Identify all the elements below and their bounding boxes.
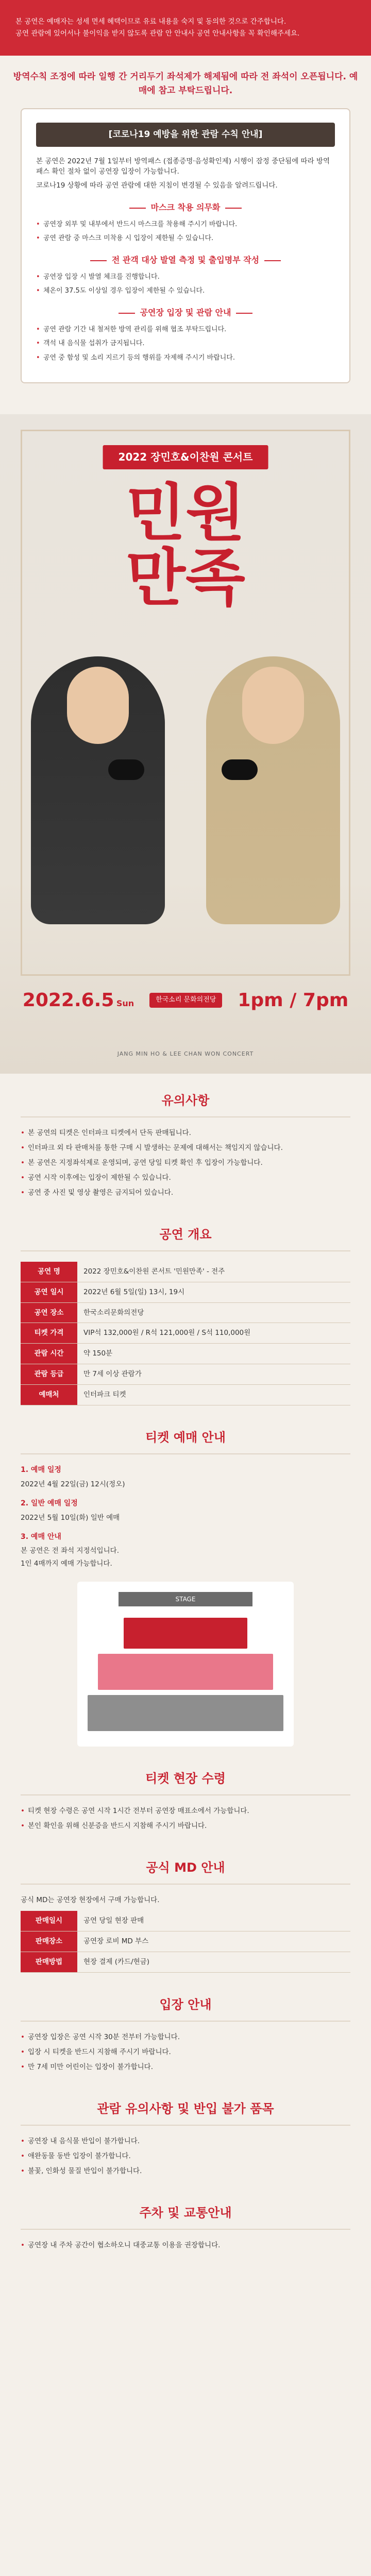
notes-item: • 인터파크 외 타 판매처를 통한 구매 시 발생하는 문제에 대해서는 책임지지 않습니다. — [21, 1143, 350, 1154]
poster-day: Sun — [116, 998, 134, 1008]
table-key: 판매장소 — [21, 1931, 77, 1952]
covid-list — [36, 272, 335, 296]
seat-map — [77, 1582, 294, 1747]
after-item: • 애완동물 동반 입장이 불가합니다. — [21, 2151, 350, 2162]
poster-info — [0, 986, 371, 1015]
covid-section-title: 공연장 입장 및 관람 안내 — [140, 308, 231, 318]
covid-list-item: • 객석 내 음식물 섭취가 금지됩니다. — [36, 338, 335, 349]
table-row — [21, 1911, 350, 1931]
heading-line — [119, 313, 135, 314]
table-row — [21, 1364, 350, 1385]
notes-item: • 공연 중 사진 및 영상 촬영은 금지되어 있습니다. — [21, 1188, 350, 1198]
parking-section — [21, 2186, 350, 2260]
covid-section-heading — [36, 201, 335, 214]
notes-list — [21, 1128, 350, 1198]
covid-intro-text: 본 공연은 2022년 7월 1일부터 방역패스 (접종증명·음성확인제) 시행이 잠정 중단됨에 따라 방역패스 확인 절차 없이 공연장 입장이 가능합니다. — [36, 157, 330, 176]
table-value: 한국소리문화의전당 — [77, 1302, 350, 1323]
table-row — [21, 1344, 350, 1364]
table-key: 판매방법 — [21, 1952, 77, 1973]
covid-list-item: • 공연장 외부 및 내부에서 반드시 마스크를 착용해 주시기 바랍니다. — [36, 219, 335, 230]
table-key: 관람 시간 — [21, 1344, 77, 1364]
after-title: 관람 유의사항 및 반입 불가 품목 — [21, 2099, 350, 2126]
performer-face — [67, 667, 129, 744]
table-row — [21, 1323, 350, 1344]
covid-section-title: 전 관객 대상 발열 측정 및 출입명부 작성 — [111, 255, 260, 265]
phone-icon — [222, 759, 258, 780]
ticket-text: 1인 4매까지 예매 가능합니다. — [21, 1560, 112, 1568]
table-row — [21, 1282, 350, 1302]
table-key: 판매일시 — [21, 1911, 77, 1931]
table-row — [21, 1952, 350, 1973]
poster-title — [0, 477, 371, 614]
table-value: 2022년 6월 5일(일) 13시, 19시 — [77, 1282, 350, 1302]
table-value: 공연 당일 현장 판매 — [77, 1911, 350, 1931]
seat-block-s — [88, 1695, 283, 1731]
covid-list-item: • 공연 관람 기간 내 철저한 방역 관리를 위해 협조 부탁드립니다. — [36, 325, 335, 335]
md-section — [21, 1841, 350, 1978]
covid-intro-text: 코로나19 상황에 따라 공연 관람에 대한 지침이 변경될 수 있음을 알려드립니다. — [36, 181, 278, 190]
phone-icon — [108, 759, 144, 780]
table-value: 공연장 로비 MD 부스 — [77, 1931, 350, 1952]
onsite-section — [21, 1752, 350, 1841]
mask-intro: 방역수칙 조정에 따라 일행 간 거리두기 좌석제가 해제됨에 따라 전 좌석이 오픈됩니다. 예매에 참고 부탁드립니다. — [13, 71, 358, 96]
covid-intro — [36, 156, 335, 192]
top-notice — [0, 0, 371, 56]
onsite-list — [21, 1806, 350, 1832]
onsite-item: • 본인 확인을 위해 신분증을 반드시 지참해 주시기 바랍니다. — [21, 1821, 350, 1832]
md-intro: 공식 MD는 공연장 현장에서 구매 가능합니다. — [21, 1896, 160, 1905]
covid-list — [36, 219, 335, 244]
md-table — [21, 1911, 350, 1973]
poster-venue: 한국소리 문화의전당 — [149, 993, 222, 1008]
covid-section-title: 마스크 착용 의무화 — [150, 202, 221, 213]
table-row — [21, 1302, 350, 1323]
after-item: • 불꽃, 인화성 물질 반입이 불가합니다. — [21, 2166, 350, 2177]
after-item: • 공연장 내 음식물 반입이 불가합니다. — [21, 2136, 350, 2147]
entry-section — [21, 1978, 350, 2082]
md-title: 공식 MD 안내 — [21, 1858, 350, 1885]
covid-section-heading — [36, 254, 335, 267]
top-notice-line: 공연 관람에 있어서나 불이익을 받지 않도록 관람 안 안내사 공연 안내사항을 꼭 확인해주세요. — [15, 29, 300, 38]
table-key: 티켓 가격 — [21, 1323, 77, 1344]
perf-info-title: 공연 개요 — [21, 1225, 350, 1251]
performer-face — [242, 667, 304, 744]
notes-item: • 본 공연은 지정좌석제로 운영되며, 공연 당일 티켓 확인 후 입장이 가능합니다. — [21, 1158, 350, 1168]
table-value: 약 150분 — [77, 1344, 350, 1364]
entry-item: • 만 7세 미만 어린이는 입장이 불가합니다. — [21, 2062, 350, 2073]
onsite-title: 티켓 현장 수령 — [21, 1769, 350, 1795]
concert-poster — [0, 414, 371, 1074]
poster-date-wrap — [23, 986, 134, 1015]
table-row — [21, 1262, 350, 1282]
covid-list-item: • 공연장 입장 시 발열 체크를 진행합니다. — [36, 272, 335, 282]
heading-line — [90, 260, 107, 261]
heading-line — [236, 313, 252, 314]
ticket-heading: 1. 예매 일정 — [21, 1466, 61, 1475]
seat-block-vip — [124, 1618, 247, 1649]
table-row — [21, 1385, 350, 1405]
table-value: 만 7세 이상 관람가 — [77, 1364, 350, 1385]
table-key: 공연 일시 — [21, 1282, 77, 1302]
table-key: 공연 명 — [21, 1262, 77, 1282]
performer-right-image — [206, 656, 340, 924]
seat-block-r — [98, 1654, 273, 1690]
top-notice-line: 본 공연은 예매자는 성세 면세 혜택이므로 유료 내용을 숙지 및 동의한 것으로 간주합니다. — [15, 18, 286, 26]
notes-item: • 본 공연의 티켓은 인터파크 티켓에서 단독 판매됩니다. — [21, 1128, 350, 1139]
parking-title: 주차 및 교통안내 — [21, 2204, 350, 2230]
covid-guide-title: [코로나19 예방을 위한 관람 수칙 안내] — [36, 123, 335, 146]
stage-label: STAGE — [119, 1592, 252, 1606]
performer-left-image — [31, 656, 165, 924]
heading-line — [264, 260, 281, 261]
table-value: 2022 장민호&이찬원 콘서트 '민원만족' - 전주 — [77, 1262, 350, 1282]
poster-badge: 2022 장민호&이찬원 콘서트 — [103, 445, 268, 469]
covid-list-item: • 공연 관람 중 마스크 미착용 시 입장이 제한될 수 있습니다. — [36, 233, 335, 244]
table-value: VIP석 132,000원 / R석 121,000원 / S석 110,000원 — [77, 1323, 350, 1344]
parking-list — [21, 2240, 350, 2251]
parking-item: • 공연장 내 주차 공간이 협소하오니 대중교통 이용을 권장합니다. — [21, 2240, 350, 2251]
table-value: 현장 결제 (카드/현금) — [77, 1952, 350, 1973]
after-section — [21, 2082, 350, 2186]
perf-info-section — [21, 1208, 350, 1411]
ticket-heading: 2. 일반 예매 일정 — [21, 1499, 78, 1507]
notes-title: 유의사항 — [21, 1091, 350, 1117]
entry-list — [21, 2032, 350, 2073]
ticket-text: 2022년 4월 22일(금) 12시(정오) — [21, 1480, 125, 1489]
entry-item: • 공연장 입장은 공연 시작 30분 전부터 가능합니다. — [21, 2032, 350, 2043]
after-list — [21, 2136, 350, 2177]
poster-footer: JANG MIN HO & LEE CHAN WON CONCERT — [117, 1050, 254, 1057]
poster-title-line: 민원 — [126, 477, 245, 549]
ticket-title: 티켓 예매 안내 — [21, 1428, 350, 1454]
table-value: 인터파크 티켓 — [77, 1385, 350, 1405]
perf-info-table — [21, 1262, 350, 1405]
covid-list — [36, 325, 335, 363]
covid-guide-card — [21, 108, 350, 383]
ticket-heading: 3. 예매 안내 — [21, 1532, 61, 1541]
onsite-item: • 티켓 현장 수령은 공연 시작 1시간 전부터 공연장 매표소에서 가능합니다. — [21, 1806, 350, 1817]
covid-section-heading — [36, 307, 335, 319]
ticket-text: 본 공연은 전 좌석 지정석입니다. — [21, 1547, 119, 1555]
ticket-section — [21, 1411, 350, 1752]
poster-title-line: 만족 — [126, 542, 245, 614]
table-key: 예매처 — [21, 1385, 77, 1405]
ticket-text: 2022년 5월 10일(화) 일반 예매 — [21, 1513, 120, 1522]
poster-date: 2022.6.5 — [22, 989, 114, 1011]
entry-title: 입장 안내 — [21, 1995, 350, 2022]
covid-list-item: • 공연 중 함성 및 소리 지르기 등의 행위를 자제해 주시기 바랍니다. — [36, 353, 335, 363]
heading-line — [225, 208, 242, 209]
table-key: 관람 등급 — [21, 1364, 77, 1385]
entry-item: • 입장 시 티켓을 반드시 지참해 주시기 바랍니다. — [21, 2047, 350, 2058]
table-key: 공연 장소 — [21, 1302, 77, 1323]
table-row — [21, 1931, 350, 1952]
poster-times: 1pm / 7pm — [238, 989, 349, 1011]
notes-section — [21, 1074, 350, 1208]
notes-item: • 공연 시작 이후에는 입장이 제한될 수 있습니다. — [21, 1173, 350, 1183]
heading-line — [129, 208, 146, 209]
covid-list-item: • 체온이 37.5도 이상일 경우 입장이 제한될 수 있습니다. — [36, 286, 335, 296]
